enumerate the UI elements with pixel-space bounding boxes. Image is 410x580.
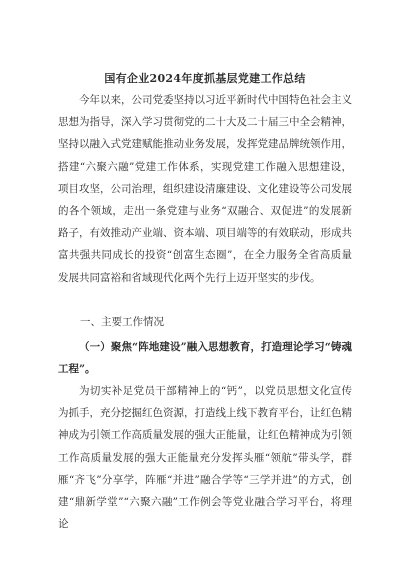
intro-paragraph: 今年以来，公司党委坚持以习近平新时代中国特色社会主义思想为指导，深入学习贯彻党的二十大及二十届三中全会精神，坚持以融入式党建赋能推动业务发展，发挥党建品牌统领作用，搭建“六聚六融”党建工作体系，实现党建工作融入思想建设，项目攻坚，公司治理，组织建设清廉建设、文化建设等公司发展的各个领域，走出一条党建与业务“双融合、双促进”的发展新路子，有效推动产业端、资本端、项目端等的有效联动，形成共富共强共同成长的投资“创富生态圈”，在全力服务全省高质量发展共同富裕和省域现代化两个先行上迈开坚实的步伐。 <box>58 94 352 284</box>
section-heading: 一、主要工作情况 <box>80 316 164 328</box>
body-paragraph: 为切实补足党员干部精神上的“钙”，以党员思想文化宣传为抓手，充分挖掘红色资源，打造线上线下教育平台，让红色精神成为引领工作高质量发展的强大正能量，让红色精神成为引领工作高质量发展的强大正能量充分发挥头雁“领航”带头学，群雁“齐飞”分享学，阵雁“并进”融合学等“三学并进”的方式，创建“鼎新学堂”“六聚六融”工作例会等党业融合学习平台，将理论 <box>58 385 352 531</box>
subsection-heading: （一）聚焦“阵地建设”融入思想教育，打造理论学习“铸魂工程”。 <box>58 341 352 375</box>
document-title: 国有企业2024年度抓基层党建工作总结 <box>104 72 306 85</box>
